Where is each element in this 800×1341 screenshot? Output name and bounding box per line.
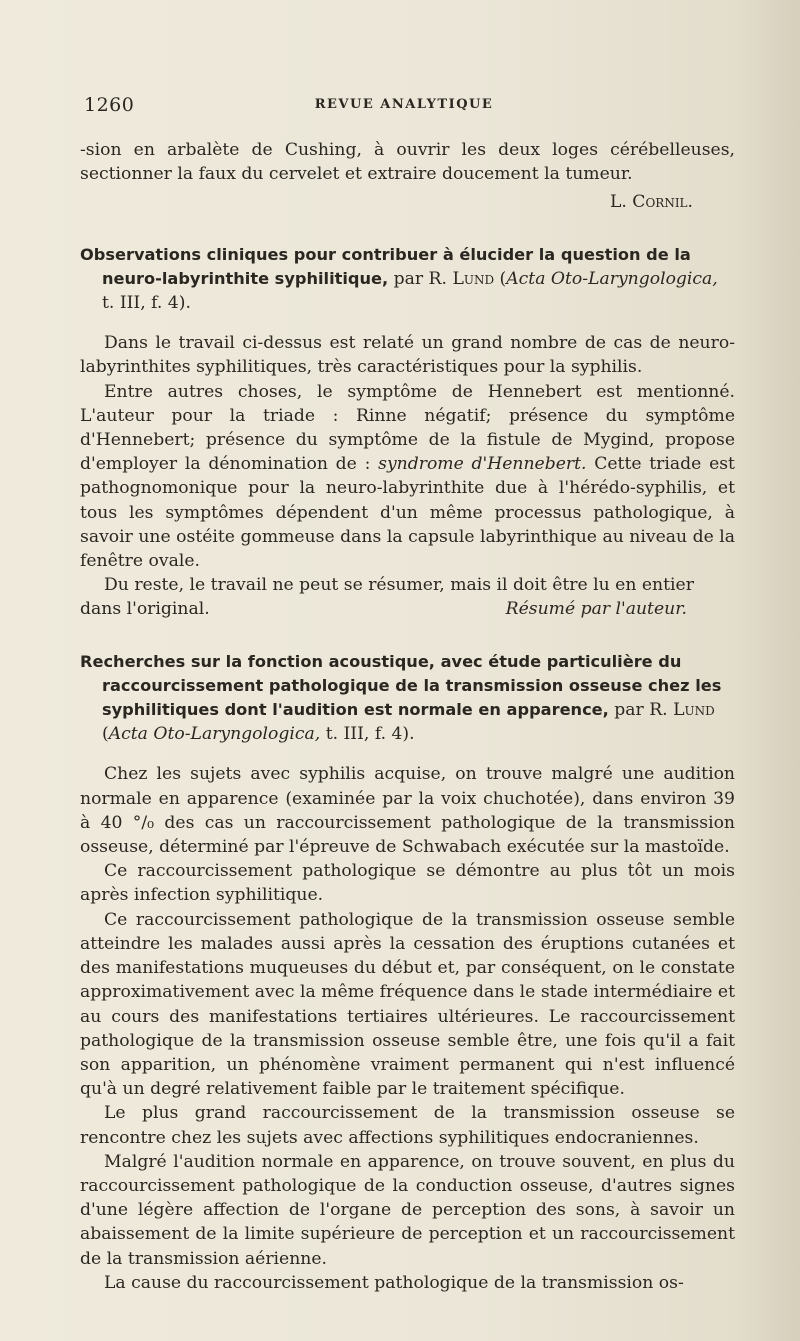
article-1-p2-text: Entre autres choses, le symptôme de Hennebert est mentionné. L'auteur pour la triade : Rinne négatif; présence du symptôme d'Hennebert; présence du symptôme de la fistule de Mygind, propose d'employer la dénomination de : <box>80 381 735 475</box>
article-2-paragraph-2: Ce raccourcissement pathologique se démontre au plus tôt un mois après infection syphilitique. <box>80 861 735 906</box>
page-header <box>84 94 724 122</box>
continuation-paragraph: -sion en arbalète de Cushing, à ouvrir les deux loges cérébelleuses, sectionner la faux du cervelet et extraire doucement la tumeur. <box>80 140 735 185</box>
article-1-p3-text: dans l'original. <box>80 599 210 620</box>
article-2-paragraph-3: Ce raccourcissement pathologique de la transmission osseuse semble atteindre les malades aussi après la cessation des éruptions cutanées et des manifestations muqueuses du début et, par conséquent, on le constate approximativement avec la même fréquence dans le stade intermédiaire et au cours des manifestations tertiaires ultérieures. Le raccourcissement pathologique de la transmission osseuse semble être, une fois qu'il a fait son apparition, un phénomène vraiment permanent qui n'est influencé qu'à un degré relativement faible par le traitement spécifique. <box>80 909 735 1100</box>
article-2-journal: Acta Oto-Laryngologica, <box>108 724 321 745</box>
article-2-author: Lund <box>673 700 715 721</box>
article-1-journal: Acta Oto-Laryngologica, <box>506 268 718 289</box>
article-1-resume: Résumé par l'auteur. <box>505 599 687 620</box>
signature <box>80 190 735 214</box>
page-number: 1260 <box>84 94 135 116</box>
article-1-author: Lund <box>452 268 495 289</box>
article-1-paragraph-3-line-2 <box>80 597 735 621</box>
article-2-paragraph-1: Chez les sujets avec syphilis acquise, on trouve malgré une audition normale en apparence (examinée par la voix chuchotée), dans environ 39 à 40 °/₀ des cas un raccourcissement pathologique de la transmission osseuse, déterminé par l'épreuve de Schwabach exécutée sur la mastoïde. <box>80 764 735 858</box>
article-2-paragraph-4: Le plus grand raccourcissement de la transmission osseuse se rencontre chez les sujets avec affections syphilitiques endocraniennes. <box>80 1103 735 1148</box>
article-2-by: par R. <box>614 700 668 721</box>
article-1-by: par R. <box>393 268 447 289</box>
article-1-title: Observations cliniques pour contribuer à élucider la question de la neuro-labyrinthite syphilitique, <box>80 244 691 288</box>
article-1-ref: t. III, f. 4). <box>102 293 191 314</box>
article-2-paragraph-6: La cause du raccourcissement pathologique de la transmission os- <box>104 1272 684 1293</box>
page-body <box>80 138 735 1295</box>
article-1-p2-rest: Cette triade est pathognomonique pour la neuro-labyrinthite due à l'hérédo-syphilis, et tous les symptômes dépendent d'un même processus pathologique, à savoir une ostéite gommeuse dans la capsule labyrinthique au niveau de la fenêtre ovale. <box>80 454 735 572</box>
article-1-paragraph-3-line-1: Du reste, le travail ne peut se résumer, mais il doit être lu en entier <box>104 575 694 596</box>
article-1-paragraph-2 <box>80 380 735 574</box>
article-2-ref: t. III, f. 4). <box>325 724 415 745</box>
article-1-p2-term: syndrome d'Hennebert. <box>378 454 587 475</box>
signature-name: L. Cornil. <box>609 192 693 213</box>
article-2-heading: Recherches sur la fonction acoustique, avec étude particulière du raccourcissement pathologique de la transmission osseuse chez les syphilitiques dont l'audition est normale en apparence, par R. Lund (Acta Oto-Laryngologica, t. III, f. 4). <box>80 651 722 745</box>
article-2-paragraph-5: Malgré l'audition normale en apparence, on trouve souvent, en plus du raccourcissement pathologique de la conduction osseuse, d'autres signes d'une légère affection de l'organe de perception des sons, à savoir un abaissement de la limite supérieure de perception et un raccourcissement de la transmission aérienne. <box>80 1151 735 1269</box>
article-2-title: Recherches sur la fonction acoustique, avec étude particulière du raccourcissement pathologique de la transmission osseuse chez les syphilitiques dont l'audition est normale en apparence, <box>80 651 722 720</box>
article-1-heading: Observations cliniques pour contribuer à élucider la question de la neuro-labyrinthite syphilitique, par R. Lund (Acta Oto-Laryngologica, t. III, f. 4). <box>80 244 718 314</box>
running-head: REVUE ANALYTIQUE <box>314 97 494 112</box>
article-1-paragraph-1: Dans le travail ci-dessus est relaté un grand nombre de cas de neuro-labyrinthites syphilitiques, très caractéristiques pour la syphilis. <box>80 333 735 378</box>
